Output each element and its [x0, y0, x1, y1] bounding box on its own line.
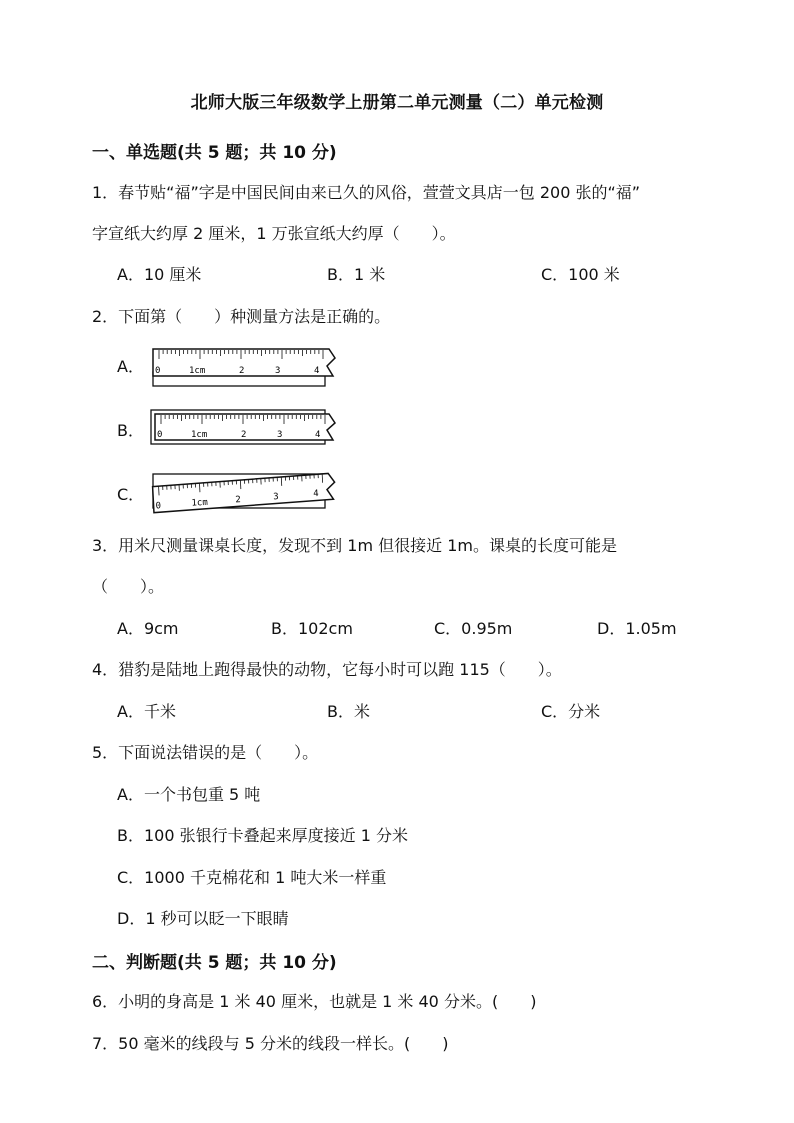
- question-2-option-a-label: A．: [117, 357, 144, 376]
- question-2-option-b-label: B．: [117, 421, 144, 440]
- question-2-option-c-label: C．: [117, 485, 145, 504]
- question-3-line-1: 3．用米尺测量课桌长度，发现不到 1m 但很接近 1m。课桌的长度可能是: [92, 536, 617, 555]
- ruler-b-image: [147, 408, 342, 454]
- ruler-b-label-2: 2: [241, 430, 247, 440]
- question-6-line-1[interactable]: 6．小明的身高是 1 米 40 厘米，也就是 1 米 40 分米。( ): [92, 992, 537, 1011]
- question-2-option-b[interactable]: [117, 408, 347, 458]
- question-5-option-c[interactable]: C．1000 千克棉花和 1 吨大米一样重: [117, 868, 387, 887]
- ruler-a-label-3: 3: [275, 366, 281, 376]
- question-1-option-b[interactable]: B．1 米: [327, 265, 386, 284]
- ruler-c-label-2: 2: [235, 495, 242, 506]
- ruler-a-label-1cm: 1cm: [189, 366, 206, 376]
- question-2-option-a[interactable]: [117, 346, 347, 396]
- question-4-line-1: 4．猎豹是陆地上跑得最快的动物，它每小时可以跑 115（ ）。: [92, 660, 562, 679]
- ruler-c-label-0: 0: [155, 501, 162, 512]
- section-heading-single-choice: 一、单选题(共 5 题；共 10 分): [92, 143, 337, 163]
- question-1-line-1: 1．春节贴“福”字是中国民间由来已久的风俗，萱萱文具店一包 200 张的“福”: [92, 183, 641, 202]
- ruler-a-label-0: 0: [155, 366, 161, 376]
- question-5-option-d[interactable]: D．1 秒可以眨一下眼睛: [117, 909, 289, 928]
- question-2-option-c[interactable]: [117, 470, 347, 520]
- ruler-a-label-2: 2: [239, 366, 245, 376]
- question-5-line-1: 5．下面说法错误的是（ ）。: [92, 743, 319, 762]
- section-heading-true-false: 二、判断题(共 5 题；共 10 分): [92, 953, 337, 973]
- question-3-option-d[interactable]: D．1.05m: [597, 619, 677, 638]
- question-3-option-b[interactable]: B．102cm: [271, 619, 353, 638]
- question-5-option-a[interactable]: A．一个书包重 5 吨: [117, 785, 261, 804]
- page-title: 北师大版三年级数学上册第二单元测量（二）单元检测: [190, 93, 604, 113]
- ruler-b-label-3: 3: [277, 430, 283, 440]
- ruler-c-image: [147, 470, 342, 516]
- ruler-b-label-1cm: 1cm: [191, 430, 208, 440]
- question-2-line-1: 2．下面第（ ）种测量方法是正确的。: [92, 307, 391, 326]
- ruler-b-label-0: 0: [157, 430, 163, 440]
- question-3-option-c[interactable]: C．0.95m: [434, 619, 513, 638]
- ruler-a-image: [147, 346, 342, 392]
- ruler-c-label-3: 3: [273, 492, 279, 503]
- ruler-c-label-1cm: 1cm: [191, 497, 209, 509]
- question-1-option-a[interactable]: A．10 厘米: [117, 265, 202, 284]
- question-5-option-b[interactable]: B．100 张银行卡叠起来厚度接近 1 分米: [117, 826, 408, 845]
- question-1-line-2: 字宣纸大约厚 2 厘米，1 万张宣纸大约厚（ ）。: [92, 224, 456, 243]
- question-7-line-1[interactable]: 7．50 毫米的线段与 5 分米的线段一样长。( ): [92, 1034, 449, 1053]
- question-3-option-a[interactable]: A．9cm: [117, 619, 179, 638]
- question-3-line-2: （ ）。: [92, 577, 165, 596]
- question-1-option-c[interactable]: C．100 米: [541, 265, 620, 284]
- ruler-c-label-4: 4: [312, 488, 319, 500]
- question-4-option-b[interactable]: B．米: [327, 702, 370, 721]
- question-4-option-c[interactable]: C．分米: [541, 702, 601, 721]
- ruler-a-label-4: 4: [314, 366, 320, 376]
- ruler-b-label-4: 4: [315, 430, 321, 440]
- question-4-option-a[interactable]: A．千米: [117, 702, 176, 721]
